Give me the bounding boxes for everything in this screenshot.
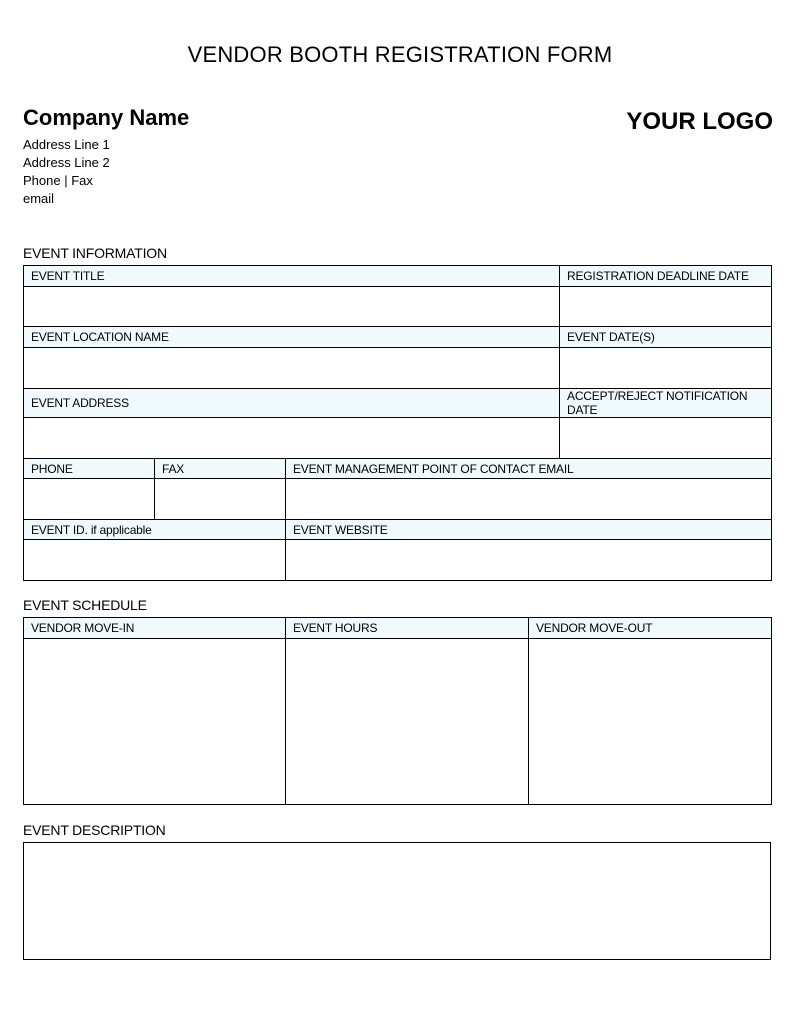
- location-name-label: EVENT LOCATION NAME: [24, 327, 560, 348]
- event-schedule-heading: EVENT SCHEDULE: [23, 597, 147, 613]
- registration-deadline-label: REGISTRATION DEADLINE DATE: [560, 266, 772, 287]
- address-line-1: Address Line 1: [23, 137, 110, 152]
- logo-placeholder: YOUR LOGO: [626, 108, 773, 135]
- contact-email-field[interactable]: [286, 479, 772, 520]
- event-website-field[interactable]: [286, 540, 772, 581]
- notification-date-label: ACCEPT/REJECT NOTIFICATION DATE: [560, 389, 772, 418]
- event-description-heading: EVENT DESCRIPTION: [23, 822, 166, 838]
- fax-field[interactable]: [155, 479, 286, 520]
- event-title-label: EVENT TITLE: [24, 266, 560, 287]
- event-website-label: EVENT WEBSITE: [286, 520, 772, 540]
- event-id-note: if applicable: [90, 522, 152, 537]
- company-name: Company Name: [23, 105, 190, 130]
- form-title: VENDOR BOOTH REGISTRATION FORM: [187, 42, 613, 67]
- registration-deadline-field[interactable]: [560, 287, 772, 327]
- vendor-move-out-field[interactable]: [529, 639, 772, 805]
- event-id-label: [24, 520, 286, 540]
- event-information-heading: EVENT INFORMATION: [23, 245, 167, 261]
- fax-label: FAX: [155, 459, 286, 479]
- phone-fax: Phone | Fax: [23, 173, 93, 188]
- event-dates-field[interactable]: [560, 348, 772, 389]
- location-name-field[interactable]: [24, 348, 560, 389]
- notification-date-field[interactable]: [560, 418, 772, 459]
- event-id-field[interactable]: [24, 540, 286, 581]
- vendor-move-in-label: VENDOR MOVE-IN: [24, 618, 286, 639]
- event-description-field[interactable]: [23, 842, 771, 960]
- phone-label: PHONE: [24, 459, 155, 479]
- address-line-2: Address Line 2: [23, 155, 110, 170]
- vendor-move-out-label: VENDOR MOVE-OUT: [529, 618, 772, 639]
- event-hours-label: EVENT HOURS: [286, 618, 529, 639]
- contact-email-label: EVENT MANAGEMENT POINT OF CONTACT EMAIL: [286, 459, 772, 479]
- vendor-move-in-field[interactable]: [24, 639, 286, 805]
- event-address-label: EVENT ADDRESS: [24, 389, 560, 418]
- event-dates-label: EVENT DATE(S): [560, 327, 772, 348]
- event-hours-field[interactable]: [286, 639, 529, 805]
- company-email: email: [23, 191, 55, 206]
- phone-field[interactable]: [24, 479, 155, 520]
- event-title-field[interactable]: [24, 287, 560, 327]
- event-schedule-table: [23, 617, 772, 805]
- event-address-field[interactable]: [24, 418, 560, 459]
- event-information-table: [23, 265, 772, 581]
- event-id-text: EVENT ID.: [31, 522, 88, 537]
